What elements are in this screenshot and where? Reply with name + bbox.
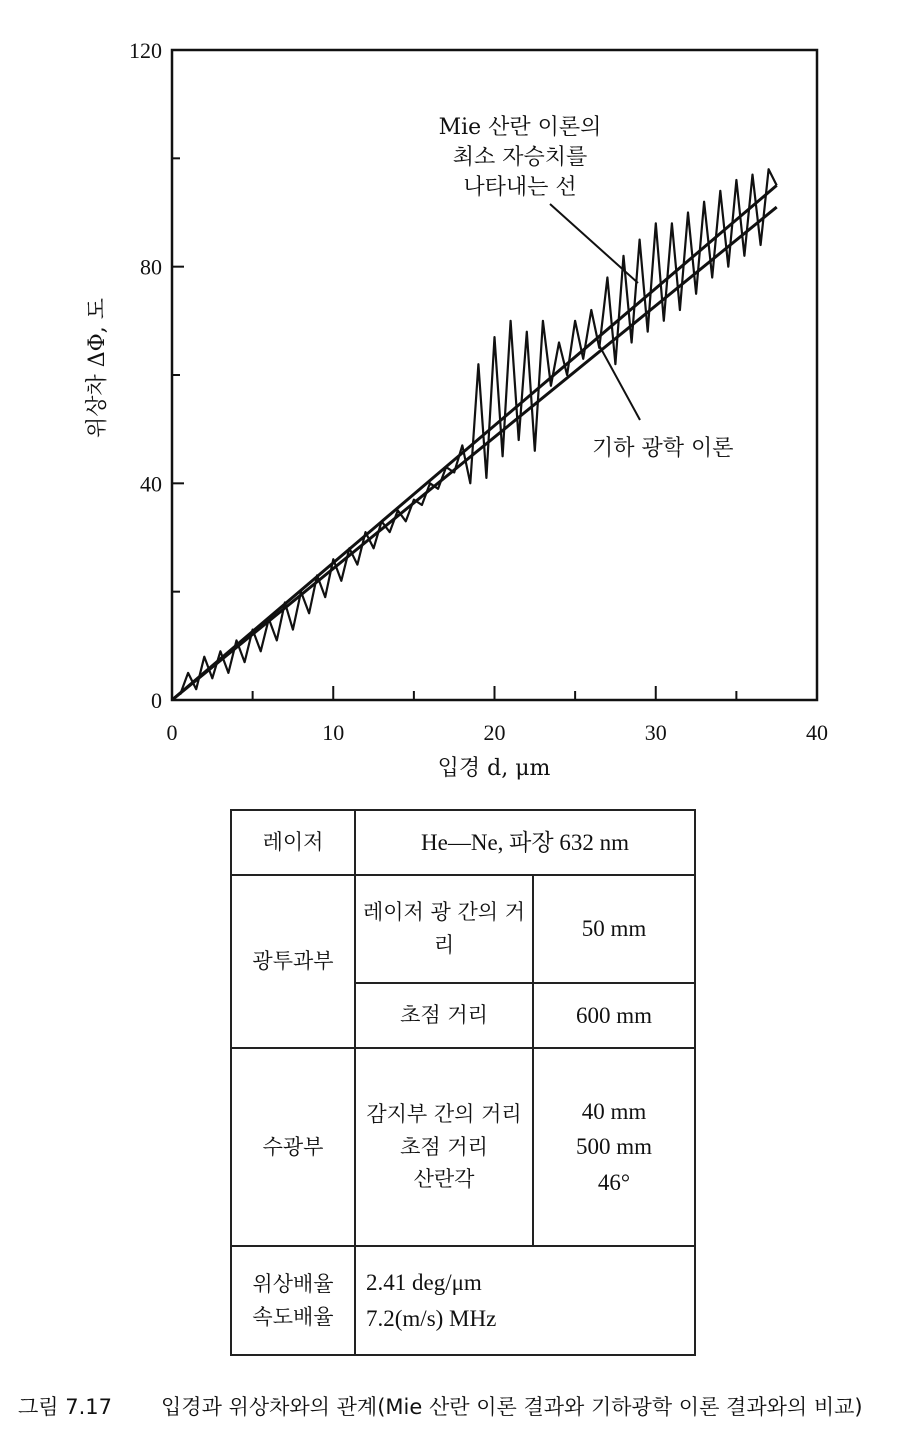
annotation-mie-line-3: 나타내는 선 <box>463 175 577 200</box>
x-tick-label: 10 <box>322 720 345 745</box>
y-tick-label: 80 <box>140 254 162 280</box>
cell-beam-spacing-value: 50 mm <box>533 875 695 983</box>
cell-magnification-values <box>355 1246 695 1355</box>
y-tick-label: 0 <box>151 688 162 713</box>
cell-receiver-items <box>355 1048 533 1246</box>
table-row-receiver <box>231 1048 695 1246</box>
cell-receiver-label: 수광부 <box>231 1048 355 1246</box>
figure-number: 그림 7.17 <box>18 1395 113 1419</box>
cell-laser-value: He—Ne, 파장 632 nm <box>355 810 695 875</box>
cell-tx-focal-value: 600 mm <box>533 983 695 1048</box>
table-row-laser <box>231 810 695 875</box>
phase-magnification-value: 2.41 deg/μm <box>366 1269 482 1295</box>
receiver-value-detector-spacing: 40 mm <box>581 1098 647 1124</box>
x-tick-label: 20 <box>483 720 506 745</box>
annotation-mie-line-2: 최소 자승치를 <box>452 145 588 170</box>
receiver-item-detector-spacing: 감지부 간의 거리 <box>366 1102 522 1127</box>
x-tick-label: 0 <box>166 720 178 745</box>
velocity-magnification-label: 속도배율 <box>252 1304 334 1329</box>
receiver-item-angle: 산란각 <box>413 1167 475 1192</box>
x-tick-label: 40 <box>806 720 828 745</box>
table-row-transmitter-1 <box>231 875 695 983</box>
receiver-item-focal: 초점 거리 <box>400 1134 488 1159</box>
cell-beam-spacing-label: 레이저 광 간의 거리 <box>355 875 533 983</box>
cell-receiver-values <box>533 1048 695 1246</box>
annotation-geometric-leader <box>599 345 640 420</box>
annotation-mie-leader <box>550 204 638 283</box>
table-row-magnification <box>231 1246 695 1355</box>
annotation-geometric-optics: 기하 광학 이론 <box>592 436 734 461</box>
figure-caption-text: 입경과 위상차와의 관계(Mie 산란 이론 결과와 기하광학 이론 결과와의 비교) <box>161 1395 863 1419</box>
phase-magnification-label: 위상배율 <box>252 1271 334 1296</box>
velocity-magnification-value: 7.2(m/s) MHz <box>366 1305 497 1331</box>
measurement-spec-table <box>230 809 696 1356</box>
y-tick-label: 40 <box>140 471 162 497</box>
cell-laser-label: 레이저 <box>231 810 355 875</box>
receiver-value-focal: 500 mm <box>575 1134 653 1160</box>
y-tick-label: 120 <box>129 38 162 63</box>
cell-magnification-labels <box>231 1246 355 1355</box>
annotation-mie-line-1: Mie 산란 이론의 <box>438 115 602 140</box>
x-axis-title: 입경 d, μm <box>437 756 551 781</box>
y-axis-title: 위상차 ΔΦ, 도 <box>85 298 110 438</box>
cell-tx-focal-label: 초점 거리 <box>355 983 533 1048</box>
cell-transmitter-label: 광투과부 <box>231 875 355 1048</box>
receiver-value-angle: 46° <box>597 1169 631 1195</box>
x-tick-label: 30 <box>644 720 667 745</box>
